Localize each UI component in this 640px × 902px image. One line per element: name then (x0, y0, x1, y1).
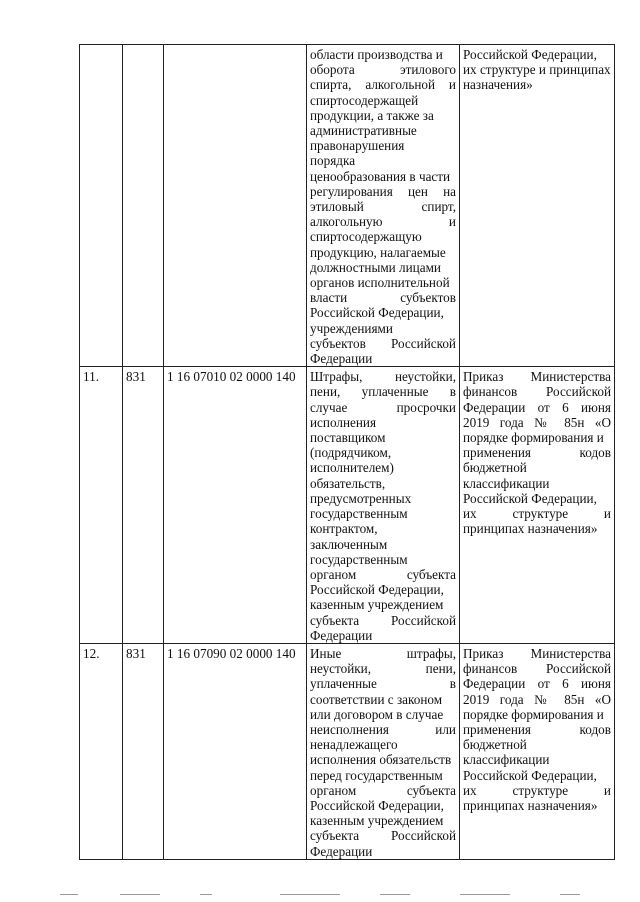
legal-basis-cell (460, 367, 615, 644)
revenue-name-line: соответствии с законом (310, 691, 443, 707)
revenue-name-line: неисполнения или (310, 721, 456, 737)
revenue-name-line: органов исполнительной (310, 275, 450, 291)
legal-basis-line: Федерации от 6 июня (463, 399, 611, 415)
budget-code-cell: 1 16 07010 02 0000 140 (164, 367, 307, 644)
legal-basis-line: Российской Федерации, (463, 490, 597, 506)
revenue-name-line: государственным (310, 506, 408, 522)
legal-basis-line: назначения» (463, 77, 533, 93)
legal-basis-cell (460, 643, 615, 859)
revenue-name-line: исполнения (310, 414, 377, 430)
revenue-name-line: порядка (310, 153, 356, 169)
legal-basis-line: Федерации от 6 июня (463, 676, 611, 692)
revenue-name-cell (307, 45, 460, 367)
legal-basis-line: классификации (463, 475, 550, 491)
admin-code-cell: 831 (123, 367, 164, 644)
legal-basis-line: финансов Российской (463, 661, 611, 677)
revenue-name-line: продукции, а также за (310, 107, 434, 123)
revenue-name-line: спиртосодержащей (310, 92, 419, 108)
revenue-name-line: уплаченные в (310, 676, 456, 692)
revenue-name-line: власти субъектов (310, 290, 456, 306)
revenue-name-line: Штрафы, неустойки, (310, 369, 456, 385)
revenue-name-line: должностными лицами (310, 259, 441, 275)
revenue-name-cell (307, 643, 460, 859)
legal-basis-line: их структуре и (463, 506, 611, 522)
legal-basis-line: финансов Российской (463, 384, 611, 400)
revenue-name-line: ценообразования в части (310, 168, 451, 184)
revenue-name-line: поставщиком (310, 430, 386, 446)
legal-basis-line: принципах назначения» (463, 521, 598, 537)
revenue-name-line: Российской Федерации, (310, 305, 444, 321)
revenue-name-line: алкогольную и (310, 214, 456, 230)
legal-basis-line: порядке формирования и (463, 706, 604, 722)
budget-codes-table (79, 44, 615, 860)
revenue-name-line: перед государственным (310, 767, 443, 783)
revenue-name-line: Федерации (310, 627, 373, 643)
revenue-name-line: или договором в случае (310, 706, 444, 722)
legal-basis-line: применения кодов (463, 445, 611, 461)
table-row (80, 367, 615, 644)
legal-basis-cell (460, 45, 615, 367)
revenue-name-line: административные (310, 123, 417, 139)
revenue-name-line: исполнения обязательств (310, 752, 452, 768)
legal-basis-line: бюджетной (463, 460, 527, 476)
table-row (80, 643, 615, 859)
revenue-name-line: органом субъекта (310, 782, 456, 798)
legal-basis-line: принципах назначения» (463, 797, 598, 813)
legal-basis-line: 2019 года № 85н «О (463, 414, 611, 430)
revenue-name-line: области производства и (310, 47, 443, 62)
legal-basis-line: бюджетной (463, 737, 527, 753)
revenue-name-line: обязательств, (310, 475, 386, 491)
legal-basis-line: Российской Федерации, (463, 767, 597, 783)
legal-basis-line: 2019 года № 85н «О (463, 691, 611, 707)
revenue-name-line: Российской Федерации, (310, 797, 444, 813)
revenue-name-cell (307, 367, 460, 644)
revenue-name-line: пени, уплаченные в (310, 384, 456, 400)
revenue-name-line: правонарушения (310, 138, 405, 154)
legal-basis-line: классификации (463, 752, 550, 768)
row-number-cell (80, 45, 123, 367)
legal-basis-line: их структуре и (463, 782, 611, 798)
legal-basis-line: порядке формирования и (463, 430, 604, 446)
revenue-name-line: казенным учреждением (310, 813, 444, 829)
budget-code-cell: 1 16 07090 02 0000 140 (164, 643, 307, 859)
revenue-name-line: субъекта Российской (310, 612, 456, 628)
scan-edge-marks (0, 892, 640, 898)
revenue-name-line: предусмотренных (310, 490, 412, 506)
revenue-name-line: контрактом, (310, 521, 378, 537)
revenue-name-line: Иные штрафы, (310, 645, 456, 661)
row-number-cell: 12. (80, 643, 123, 859)
revenue-name-line: учреждениями (310, 320, 393, 336)
revenue-name-line: субъекта Российской (310, 828, 456, 844)
legal-basis-line: Приказ Министерства (463, 369, 611, 385)
revenue-name-line: Федерации (310, 351, 373, 367)
admin-code-cell: 831 (123, 643, 164, 859)
table-row (80, 45, 615, 367)
revenue-name-line: продукцию, налагаемые (310, 244, 446, 260)
legal-basis-line: их структуре и принципах (463, 62, 611, 78)
revenue-name-line: (подрядчиком, (310, 445, 392, 461)
revenue-name-line: неустойки, пени, (310, 661, 456, 677)
revenue-name-line: спирта, алкогольной и (310, 77, 456, 93)
revenue-name-line: этиловый спирт, (310, 199, 456, 215)
revenue-name-line: оборота этилового (310, 62, 456, 78)
revenue-name-line: казенным учреждением (310, 597, 444, 613)
revenue-name-line: субъектов Российской (310, 335, 456, 351)
revenue-name-line: регулирования цен на (310, 183, 456, 199)
revenue-name-line: спиртосодержащую (310, 229, 422, 245)
legal-basis-line: применения кодов (463, 721, 611, 737)
revenue-name-line: органом субъекта (310, 566, 456, 582)
legal-basis-line: Приказ Министерства (463, 645, 611, 661)
budget-code-cell (164, 45, 307, 367)
row-number-cell: 11. (80, 367, 123, 644)
table-body (80, 45, 615, 860)
revenue-name-line: Федерации (310, 843, 373, 859)
revenue-name-line: Российской Федерации, (310, 582, 444, 598)
revenue-name-line: исполнителем) (310, 460, 394, 476)
revenue-name-line: государственным (310, 551, 408, 567)
revenue-name-line: заключенным (310, 536, 388, 552)
legal-basis-line: Российской Федерации, (463, 47, 597, 62)
revenue-name-line: ненадлежащего (310, 737, 398, 753)
admin-code-cell (123, 45, 164, 367)
revenue-name-line: случае просрочки (310, 399, 456, 415)
